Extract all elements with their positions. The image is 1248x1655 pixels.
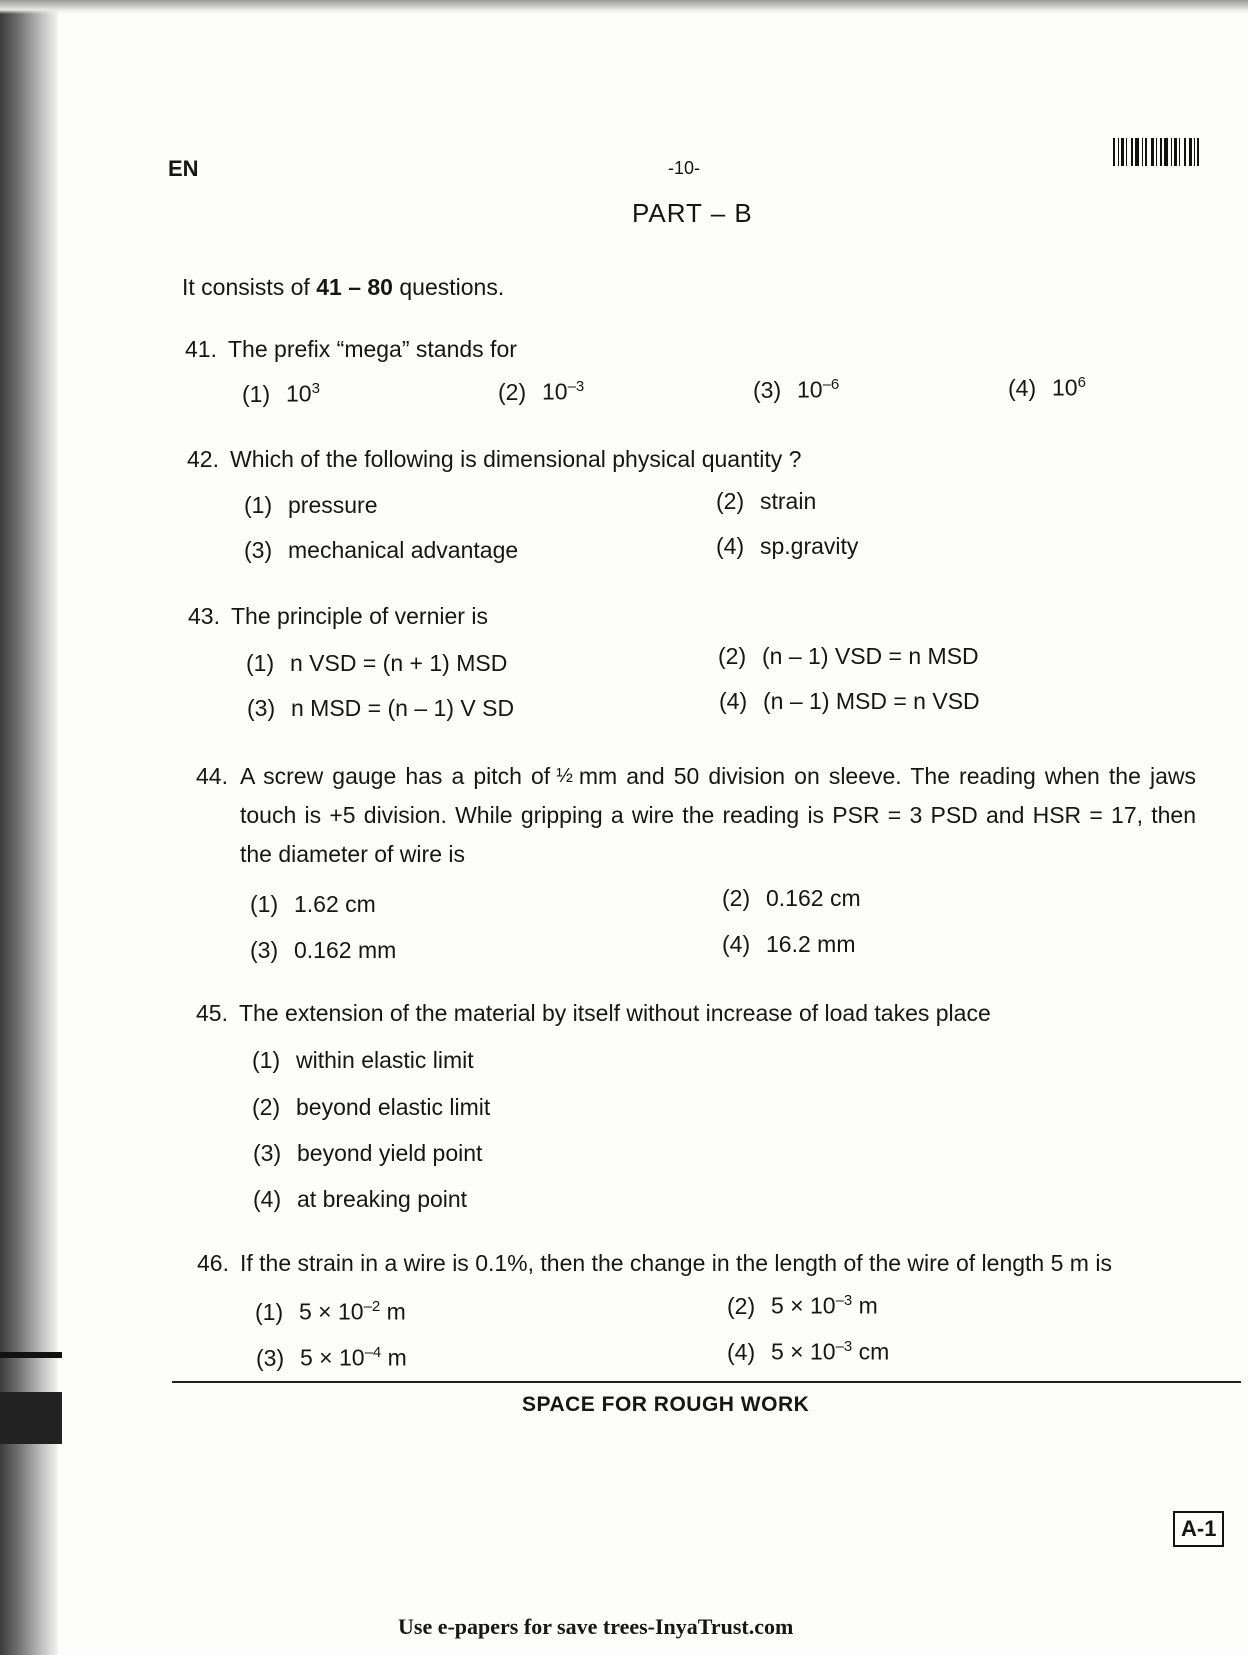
option[interactable]: (3) mechanical advantage xyxy=(244,537,519,563)
subject-code: EN xyxy=(168,156,199,181)
option[interactable]: (1) $5 \times 10^{-2}$ m xyxy=(255,1298,406,1325)
question-46: 46. If the strain in a wire is 0.1%, then the change in the length of the wire of length 5 m is xyxy=(197,1250,1112,1276)
option[interactable]: (2) 0.162 cm xyxy=(722,885,861,911)
question-41: 41. The prefix “mega” stands for xyxy=(185,336,517,362)
edge-mark xyxy=(0,1392,62,1444)
option[interactable]: (2) (n – 1) VSD = n MSD xyxy=(718,643,979,669)
option[interactable]: (1) 1.62 cm xyxy=(250,891,376,917)
booklet-code-box: A-1 xyxy=(1173,1511,1224,1547)
page-number: -10- xyxy=(668,158,701,178)
question-42: 42. Which of the following is dimensional physical quantity ? xyxy=(187,446,802,472)
scan-top-shadow xyxy=(0,0,1248,14)
option[interactable]: (1) within elastic limit xyxy=(252,1047,474,1073)
option[interactable]: (1) n VSD = (n + 1) MSD xyxy=(246,650,508,676)
part-title: PART – B xyxy=(632,198,753,228)
option[interactable]: (1) pressure xyxy=(244,492,378,518)
option[interactable]: (3) beyond yield point xyxy=(253,1140,483,1166)
edge-mark xyxy=(0,1352,62,1358)
option[interactable]: (3) $5 \times 10^{-4}$ m xyxy=(256,1344,407,1371)
option[interactable]: (3) $10^{-6}$ xyxy=(753,376,840,403)
barcode xyxy=(1113,138,1212,166)
question-45: 45. The extension of the material by itself without increase of load takes place xyxy=(196,1000,991,1026)
question-44: 44. A screw gauge has a pitch of ½ mm and 50 division on sleeve. The reading when the jaws touch is +5 division. While gripping a wire the reading is PSR = 3 PSD and HSR = 17, then the diameter of wire is xyxy=(196,763,1196,867)
option[interactable]: (1) $10^3$ xyxy=(242,380,320,407)
option[interactable]: (4) at breaking point xyxy=(253,1186,468,1212)
footer-text: Use e-papers for save trees-InyaTrust.com xyxy=(398,1614,794,1639)
option[interactable]: (4) $10^6$ xyxy=(1008,374,1086,401)
option[interactable]: (3) 0.162 mm xyxy=(250,937,397,963)
option[interactable]: (3) n MSD = (n – 1) V SD xyxy=(247,695,515,721)
option[interactable]: (4) (n – 1) MSD = n VSD xyxy=(719,688,980,714)
rough-work-label: SPACE FOR ROUGH WORK xyxy=(522,1393,810,1416)
option[interactable]: (4) sp.gravity xyxy=(716,533,859,559)
divider xyxy=(172,1381,1241,1383)
option[interactable]: (2) strain xyxy=(716,488,817,514)
option[interactable]: (2) $10^{-3}$ xyxy=(498,378,585,405)
option[interactable]: (4) 16.2 mm xyxy=(722,931,856,957)
option[interactable]: (2) beyond elastic limit xyxy=(252,1094,491,1120)
option[interactable]: (2) $5 \times 10^{-3}$ m xyxy=(727,1292,878,1319)
part-intro: It consists of 41 – 80 questions. xyxy=(182,274,505,300)
option[interactable]: (4) $5 \times 10^{-3}$ cm xyxy=(727,1338,890,1365)
question-43: 43. The principle of vernier is xyxy=(188,603,488,629)
